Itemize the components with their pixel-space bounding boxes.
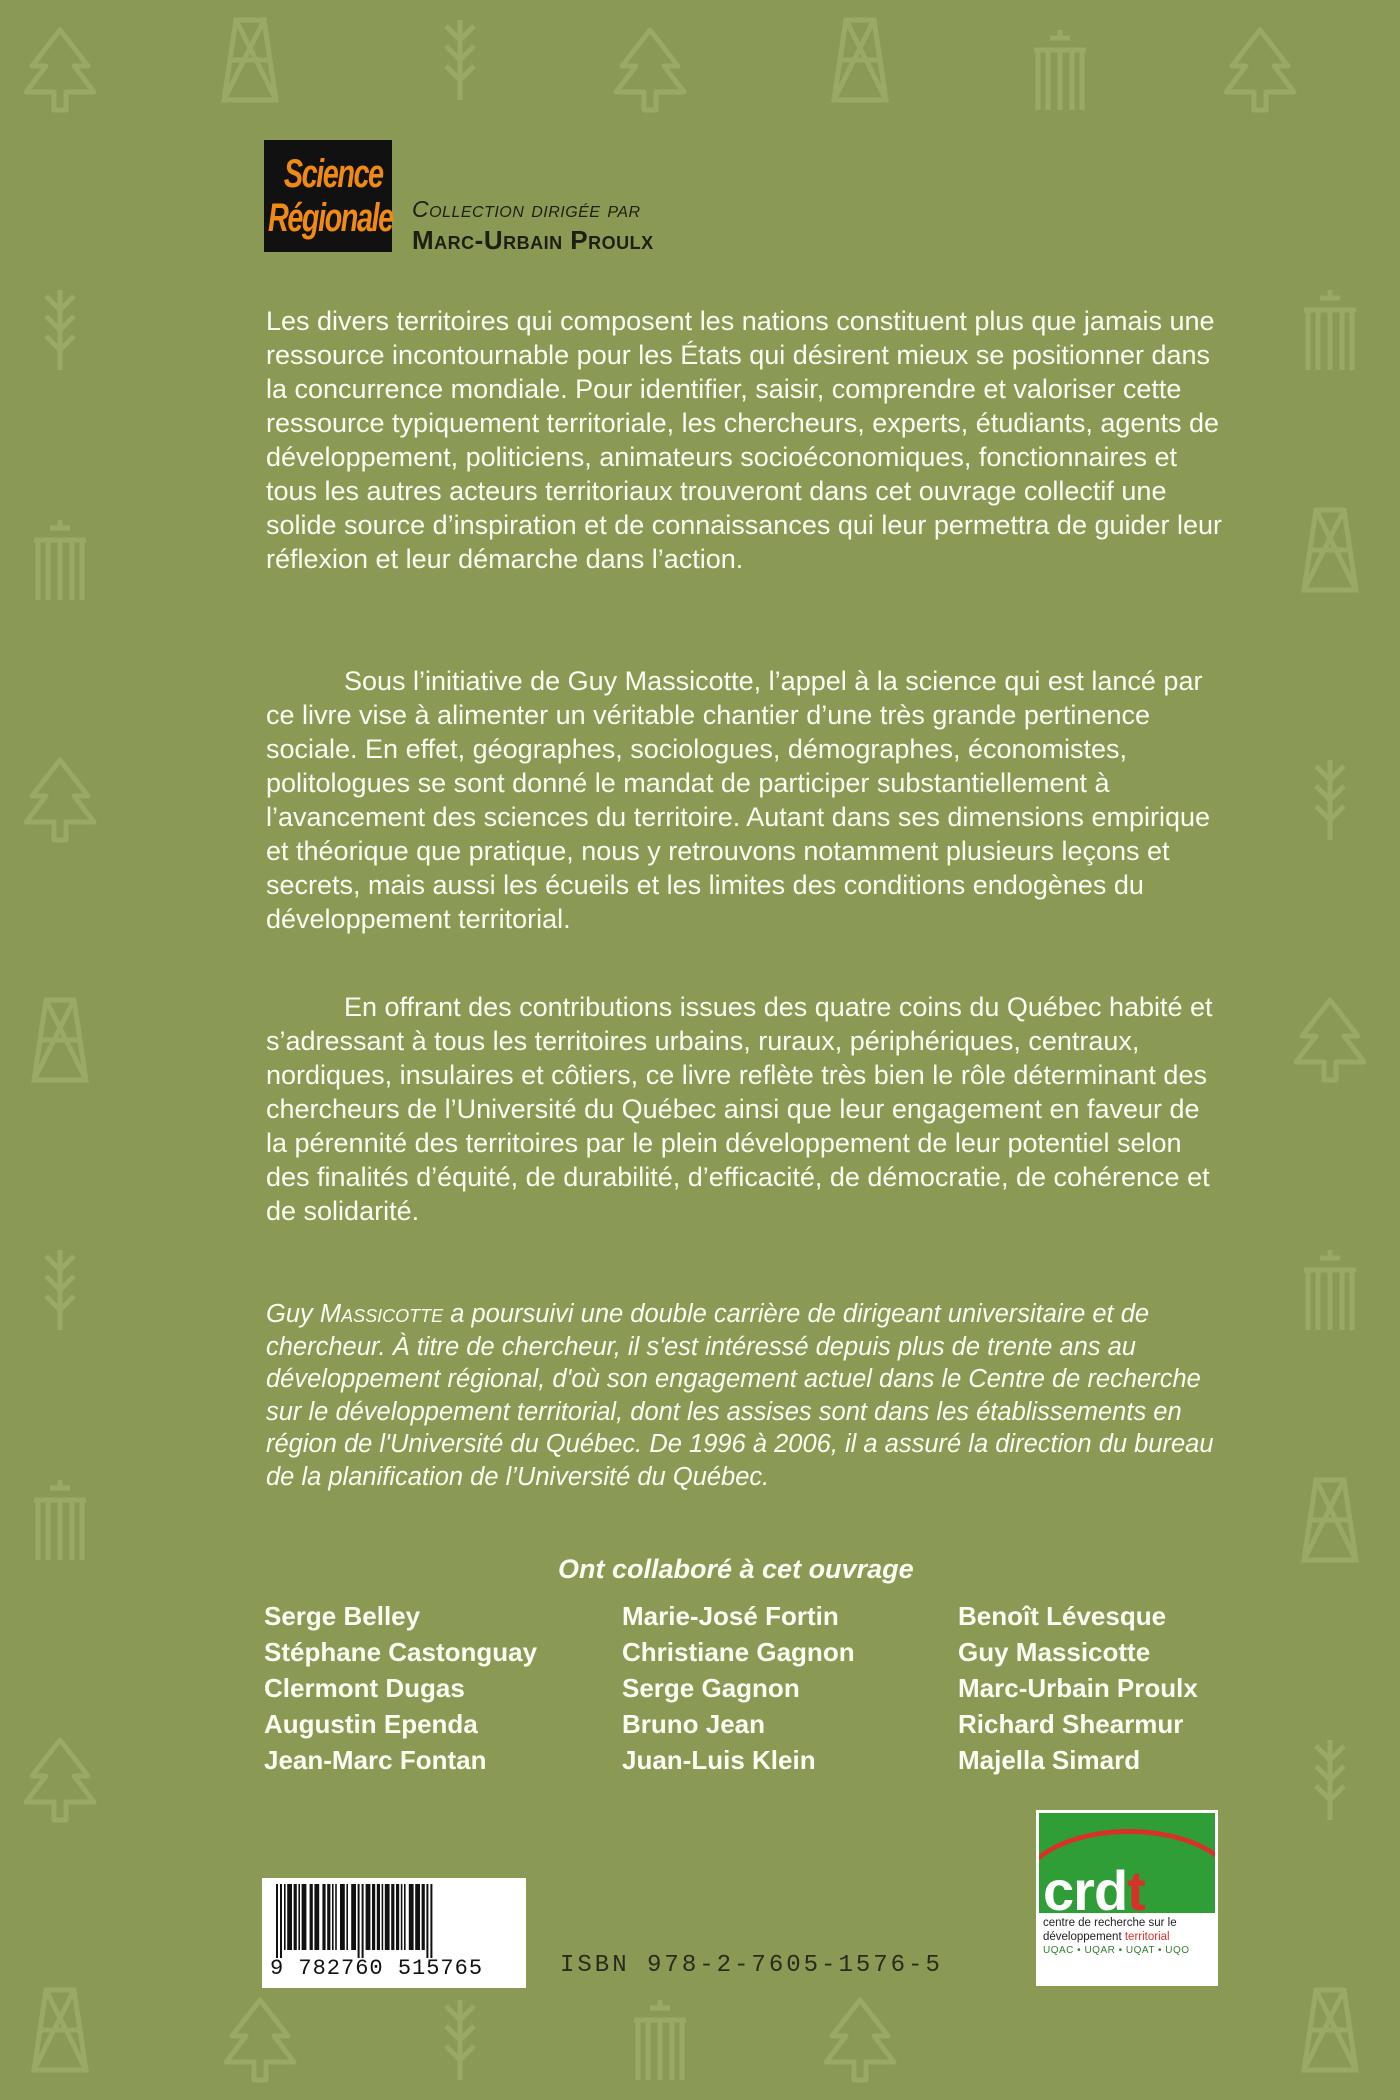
- barcode-bar: [284, 1884, 286, 1950]
- barcode-bar: [391, 1884, 394, 1950]
- crdt-line-2-red: territorial: [1124, 1931, 1170, 1943]
- barcode-bar: [280, 1884, 282, 1958]
- barcode-bar: [426, 1884, 428, 1958]
- crdt-line-2: développement: [1043, 1931, 1122, 1943]
- barcode: [262, 1878, 526, 1988]
- author-bio: [266, 1298, 1226, 1493]
- crdt-word-main: crd: [1043, 1859, 1128, 1913]
- barcode-bar: [335, 1884, 337, 1950]
- bio-author-last: Massicotte: [319, 1300, 444, 1328]
- barcode-bar: [385, 1884, 390, 1950]
- barcode-bar: [276, 1884, 278, 1958]
- barcode-bar: [366, 1884, 371, 1950]
- barcode-bar: [298, 1884, 300, 1950]
- body-paragraph-1: Les divers territoires qui composent les nations constituent plus que jamais une ressource incontournable pour les États qui désirent mieux se positionner dans la concurrence mondiale. Pour identifier, saisir, comprendre et valoriser cette ressource typiquement territoriale, les chercheurs, experts, étudiants, agents de développement, politiciens, animateurs socioéconomiques, fonctionnaires et tous les autres acteurs territoriaux trouveront dans cet ouvrage collectif une solide source d’inspiration et de connaissances qui leur permettra de guider leur réflexion et leur démarche dans l’action.: [266, 306, 1223, 574]
- collection-label: Collection dirigée par: [412, 196, 641, 222]
- barcode-bar: [401, 1884, 403, 1950]
- collection-logo: [264, 140, 392, 252]
- body-paragraph-2: Sous l’initiative de Guy Massicotte, l’appel à la science qui est lancé par ce livre vise à alimenter un véritable chantier d’une très grande pertinence sociale. En effet, géographes, sociologues, démographes, économistes, politologues se sont donné le mandat de participer substantiellement à l’avancement des sciences du territoire. Autant dans ses dimensions empirique et théorique que pratique, nous y retrouvons notamment plusieurs leçons et secrets, mais aussi les écueils et les limites des conditions endogènes du développement territorial.: [266, 666, 1210, 934]
- logo-line-1: Science: [283, 152, 383, 196]
- collaborators-title: Ont collaboré à cet ouvrage: [558, 1554, 914, 1584]
- collaborator-name: Augustin Ependa: [264, 1709, 478, 1739]
- barcode-digits: 9 782760 515765: [270, 1956, 484, 1981]
- collection-info: [412, 196, 654, 256]
- isbn: ISBN 978-2-7605-1576-5: [560, 1952, 943, 1979]
- collaborators-column-1: [264, 1598, 537, 1778]
- collaborator-name: Guy Massicotte: [958, 1637, 1151, 1667]
- barcode-bar: [358, 1884, 360, 1958]
- collaborator-name: Stéphane Castonguay: [264, 1637, 538, 1667]
- barcode-bar: [430, 1884, 432, 1958]
- crdt-line-1: centre de recherche sur le: [1043, 1917, 1177, 1929]
- collaborator-name: Christiane Gagnon: [622, 1637, 855, 1667]
- barcode-bar: [302, 1884, 307, 1950]
- barcode-bars: [270, 1884, 518, 1958]
- barcode-bar: [287, 1884, 292, 1950]
- collaborator-name: Serge Belley: [264, 1601, 421, 1631]
- barcode-bar: [322, 1884, 325, 1950]
- collaborator-name: Bruno Jean: [622, 1709, 766, 1739]
- barcode-bar: [372, 1884, 375, 1950]
- barcode-bar: [409, 1884, 414, 1950]
- collection-director: Marc-Urbain Proulx: [412, 225, 654, 255]
- bio-text: a poursuivi une double carrière de dirigeant universitaire et de chercheur. À titre de chercheur, il s'est intéressé depuis plus de trente ans au développement régional, d'où son engagement actuel dans le Centre de recherche sur le développement territorial, dont les assises sont dans les établissements en région de l'Université du Québec. De 1996 à 2006, il a assuré la direction du bureau de la planification de l’Université du Québec.: [266, 1300, 1214, 1491]
- collaborator-name: Marie-José Fortin: [622, 1601, 839, 1631]
- barcode-bar: [377, 1884, 380, 1950]
- barcode-bar: [332, 1884, 334, 1950]
- crdt-universities: UQAC • UQAR • UQAT • UQO: [1043, 1945, 1190, 1956]
- logo-line-2: Régionale: [268, 196, 393, 240]
- barcode-bar: [310, 1884, 313, 1950]
- collaborator-name: Benoît Lévesque: [958, 1601, 1167, 1631]
- collaborator-name: Juan-Luis Klein: [622, 1745, 816, 1775]
- barcode-bar: [294, 1884, 297, 1950]
- barcode-bar: [415, 1884, 420, 1950]
- barcode-bar: [351, 1884, 356, 1950]
- bio-author-first: Guy: [266, 1300, 313, 1328]
- collaborator-name: Serge Gagnon: [622, 1673, 800, 1703]
- barcode-bar: [404, 1884, 406, 1950]
- barcode-bar: [327, 1884, 330, 1950]
- collaborator-name: Clermont Dugas: [264, 1673, 465, 1703]
- collaborators-column-2: [622, 1598, 855, 1778]
- collaborator-name: Majella Simard: [958, 1745, 1141, 1775]
- barcode-bar: [362, 1884, 364, 1958]
- collaborators-column-3: [958, 1598, 1198, 1778]
- barcode-bar: [346, 1884, 348, 1950]
- barcode-bar: [340, 1884, 345, 1950]
- body-paragraph-3: En offrant des contributions issues des quatre coins du Québec habité et s’adressant à tous les territoires urbains, ruraux, périphériques, centraux, nordiques, insulaires et côtiers, ce livre reflète très bien le rôle déterminant des chercheurs de l’Université du Québec ainsi que leur engagement en faveur de la pérennité des territoires par le plein développement de leur potentiel selon des finalités d’équité, de durabilité, d’efficacité, de démocratie, de cohérence et de solidarité.: [266, 992, 1213, 1226]
- barcode-bar: [382, 1884, 384, 1950]
- collaborator-name: Jean-Marc Fontan: [264, 1745, 487, 1775]
- barcode-bar: [422, 1884, 425, 1950]
- collaborator-name: Marc-Urbain Proulx: [958, 1673, 1198, 1703]
- collaborator-name: Richard Shearmur: [958, 1709, 1184, 1739]
- crdt-word-t: t: [1127, 1859, 1145, 1913]
- barcode-bar: [396, 1884, 399, 1950]
- crdt-logo: [1036, 1810, 1218, 1986]
- barcode-bar: [314, 1884, 319, 1950]
